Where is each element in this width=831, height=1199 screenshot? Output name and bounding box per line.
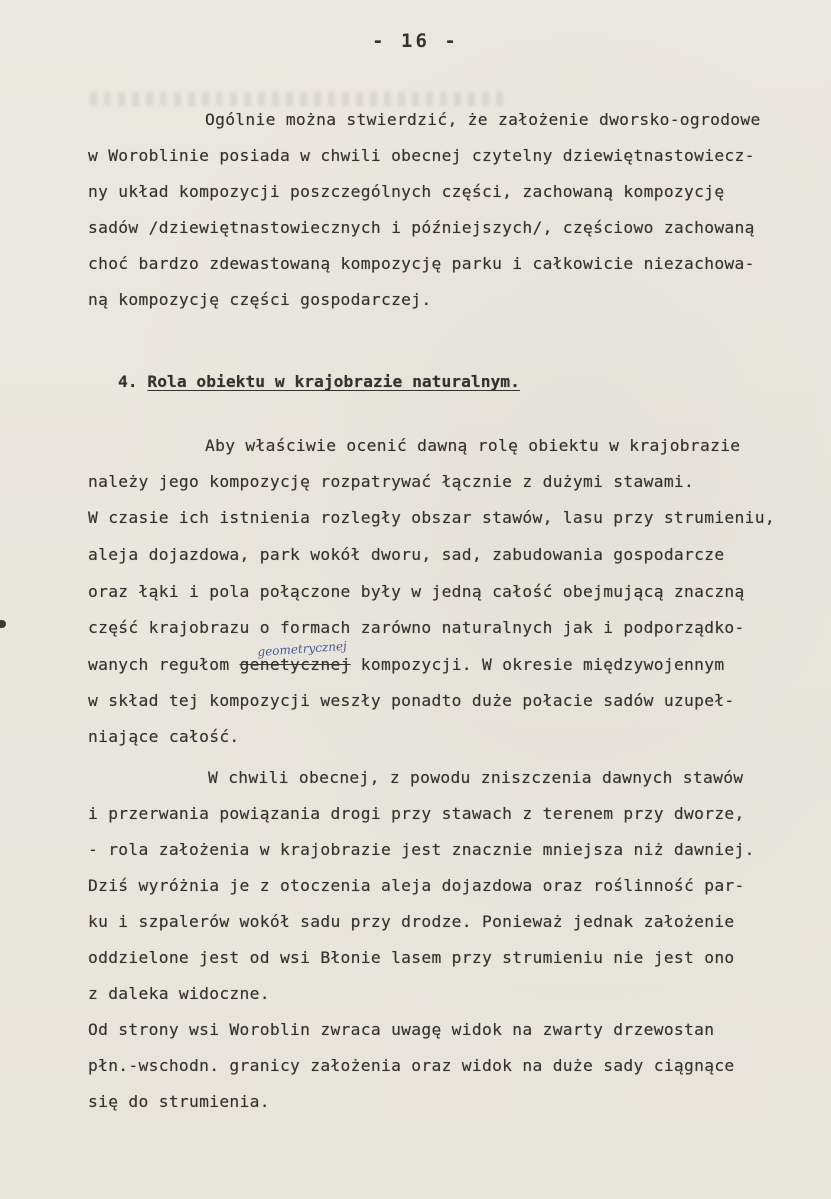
section-number: 4. — [118, 372, 138, 391]
text-line: choć bardzo zdewastowaną kompozycję parku i całkowicie niezachowa- — [88, 254, 755, 273]
bleed-through-text — [90, 92, 510, 106]
handwritten-correction: geometrycznej — [257, 638, 348, 659]
page-number: - 16 - — [372, 30, 459, 52]
text-line: część krajobrazu o formach zarówno naturalnych jak i podporządko- — [88, 618, 745, 637]
text-line: niające całość. — [88, 727, 240, 746]
text-line: - rola założenia w krajobrazie jest znacznie mniejsza niż dawniej. — [88, 840, 755, 859]
binding-hole — [0, 620, 6, 628]
text-segment: kompozycji. W okresie międzywojennym — [350, 655, 725, 674]
text-line: sadów /dziewiętnastowiecznych i późniejszych/, częściowo zachowaną — [88, 218, 755, 237]
text-line: ku i szpalerów wokół sadu przy drodze. Ponieważ jednak założenie — [88, 912, 735, 931]
text-line: się do strumienia. — [88, 1092, 270, 1111]
text-line: Ogólnie można stwierdzić, że założenie dworsko-ogrodowe — [205, 110, 761, 129]
text-line: aleja dojazdowa, park wokół dworu, sad, zabudowania gospodarcze — [88, 545, 725, 564]
text-line: płn.-wschodn. granicy założenia oraz widok na duże sady ciągnące — [88, 1056, 735, 1075]
text-segment: wanych regułom — [88, 655, 240, 674]
text-line: W chwili obecnej, z powodu zniszczenia dawnych stawów — [208, 768, 744, 787]
text-line: w skład tej kompozycji weszły ponadto duże połacie sadów uzupeł- — [88, 691, 735, 710]
section-title: Rola obiektu w krajobrazie naturalnym. — [147, 372, 520, 391]
text-line: oraz łąki i pola połączone były w jedną całość obejmującą znaczną — [88, 582, 745, 601]
text-line: Od strony wsi Woroblin zwraca uwagę widok na zwarty drzewostan — [88, 1020, 715, 1039]
text-line: ny układ kompozycji poszczególnych części, zachowaną kompozycję — [88, 182, 725, 201]
section-heading — [118, 372, 520, 391]
text-line: w Woroblinie posiada w chwili obecnej czytelny dziewiętnastowiecz- — [88, 146, 755, 165]
text-line: należy jego kompozycję rozpatrywać łącznie z dużymi stawami. — [88, 472, 695, 491]
text-line-corrected — [88, 655, 724, 674]
text-line: oddzielone jest od wsi Błonie lasem przy strumieniu nie jest ono — [88, 948, 735, 967]
text-line: ną kompozycję części gospodarczej. — [88, 290, 432, 309]
text-line: Aby właściwie ocenić dawną rolę obiektu w krajobrazie — [205, 436, 741, 455]
text-line: i przerwania powiązania drogi przy stawach z terenem przy dworze, — [88, 804, 745, 823]
text-line: Dziś wyróżnia je z otoczenia aleja dojazdowa oraz roślinność par- — [88, 876, 745, 895]
text-line: z daleka widoczne. — [88, 984, 270, 1003]
text-line: W czasie ich istnienia rozległy obszar stawów, lasu przy strumieniu, — [88, 508, 775, 527]
struck-word: genetycznej — [239, 655, 351, 674]
